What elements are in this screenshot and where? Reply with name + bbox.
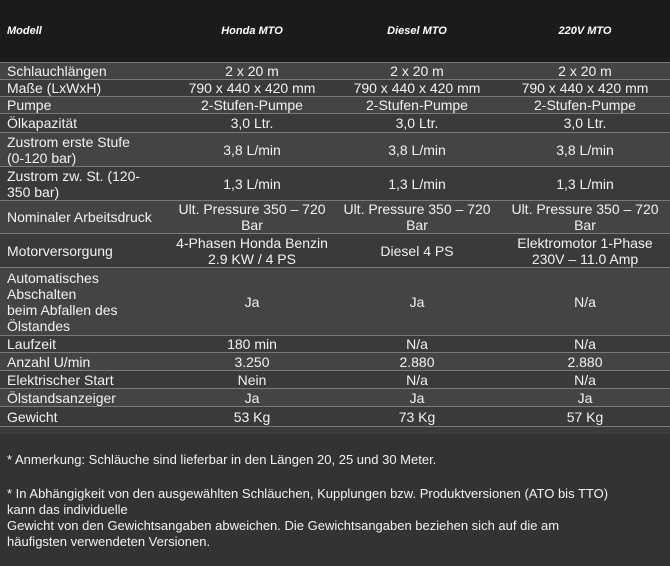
cell-line: N/a — [574, 293, 596, 310]
cell-220v — [500, 133, 670, 167]
cell-line: Ja — [409, 293, 425, 310]
row-label — [0, 80, 170, 97]
cell-220v — [500, 371, 670, 389]
cell-line: Elektrischer Start — [7, 371, 114, 388]
cell-line: Elektromotor 1-Phase — [517, 234, 653, 251]
cell-line: 790 x 440 x 420 mm — [521, 80, 649, 96]
cell-line: Ult. Pressure 350 – 720 — [343, 201, 491, 217]
cell-honda — [170, 201, 334, 234]
cell-line: Laufzeit — [7, 336, 57, 352]
cell-220v — [500, 268, 670, 336]
table-row — [0, 268, 670, 336]
note-weight-line: Gewicht von den Gewichtsangaben abweichen. Die Gewichtsangaben beziehen sich auf die am — [7, 518, 560, 533]
cell-220v — [500, 234, 670, 268]
cell-line: (0-120 bar) — [7, 149, 77, 166]
cell-220v — [500, 80, 670, 97]
cell-line: Ja — [244, 293, 260, 310]
cell-line: beim Abfallen des — [7, 301, 118, 318]
cell-honda — [170, 97, 334, 114]
table-row — [0, 80, 670, 97]
cell-honda — [170, 114, 334, 133]
cell-honda — [170, 389, 334, 407]
cell-line: 57 Kg — [566, 408, 604, 425]
cell-honda — [170, 268, 334, 336]
header-model-diesel: Diesel MTO — [334, 0, 500, 63]
cell-line: 2 x 20 m — [390, 63, 444, 79]
cell-honda — [170, 133, 334, 167]
cell-diesel — [334, 97, 500, 114]
row-label — [0, 97, 170, 114]
cell-220v — [500, 336, 670, 353]
cell-diesel — [334, 371, 500, 389]
cell-line: 3,0 Ltr. — [230, 115, 274, 131]
cell-line: N/a — [574, 371, 596, 388]
cell-line: Diesel 4 PS — [380, 242, 454, 259]
cell-honda — [170, 407, 334, 427]
cell-line: 2.880 — [399, 353, 435, 370]
cell-diesel — [334, 407, 500, 427]
cell-line: 3.250 — [234, 353, 270, 370]
cell-line: 2-Stufen-Pumpe — [366, 97, 468, 113]
cell-line: Motorversorgung — [7, 242, 113, 259]
table-row — [0, 97, 670, 114]
cell-line: 790 x 440 x 420 mm — [188, 80, 316, 96]
table-row — [0, 201, 670, 234]
cell-line: Zustrom zw. St. (120- — [7, 167, 141, 184]
cell-220v — [500, 201, 670, 234]
cell-line: 3,0 Ltr. — [563, 115, 607, 131]
row-label — [0, 63, 170, 80]
row-label — [0, 353, 170, 371]
cell-diesel — [334, 234, 500, 268]
cell-220v — [500, 389, 670, 407]
cell-diesel — [334, 201, 500, 234]
cell-line: Ja — [244, 389, 260, 406]
cell-line: 3,0 Ltr. — [395, 115, 439, 131]
cell-honda — [170, 167, 334, 201]
cell-line: Ult. Pressure 350 – 720 — [178, 201, 326, 217]
cell-line: 3,8 L/min — [223, 141, 281, 158]
cell-line: Zustrom erste Stufe — [7, 133, 130, 150]
table-row — [0, 167, 670, 201]
table-row — [0, 336, 670, 353]
cell-diesel — [334, 353, 500, 371]
table-row — [0, 371, 670, 389]
table-row — [0, 407, 670, 427]
note-weight-line: häufigsten verwendeten Versionen. — [7, 534, 211, 549]
header-label: Modell — [0, 0, 170, 63]
cell-line: 1,3 L/min — [388, 175, 446, 192]
cell-line: Bar — [406, 217, 428, 233]
cell-line: 3,8 L/min — [556, 141, 614, 158]
cell-line: Ölstandsanzeiger — [7, 389, 116, 406]
table-row — [0, 353, 670, 371]
note-weight-variance — [0, 486, 670, 550]
note-weight-line: kann das individuelle — [7, 502, 128, 517]
cell-line: Nein — [237, 371, 267, 388]
cell-diesel — [334, 133, 500, 167]
cell-honda — [170, 234, 334, 268]
cell-line: Ja — [577, 389, 593, 406]
cell-220v — [500, 97, 670, 114]
cell-line: 790 x 440 x 420 mm — [353, 80, 481, 96]
cell-line: Ölstandes — [7, 317, 71, 334]
cell-220v — [500, 114, 670, 133]
cell-line: 230V – 11.0 Amp — [531, 250, 639, 267]
table-row — [0, 114, 670, 133]
table-row — [0, 63, 670, 80]
cell-diesel — [334, 80, 500, 97]
row-label — [0, 407, 170, 427]
cell-line: N/a — [406, 336, 428, 352]
cell-line: Ja — [409, 389, 425, 406]
row-label — [0, 389, 170, 407]
cell-220v — [500, 407, 670, 427]
cell-line: 2 x 20 m — [558, 63, 612, 79]
note-hose-lengths: * Anmerkung: Schläuche sind lieferbar in den Längen 20, 25 und 30 Meter. — [7, 452, 437, 467]
row-label — [0, 268, 170, 336]
header-model-honda: Honda MTO — [170, 0, 334, 63]
cell-line: 2.9 KW / 4 PS — [208, 250, 296, 267]
cell-line: 2 x 20 m — [225, 63, 279, 79]
cell-diesel — [334, 63, 500, 80]
header-row — [0, 0, 670, 63]
cell-line: Automatisches — [7, 269, 99, 286]
table-row — [0, 133, 670, 167]
cell-line: 180 min — [227, 336, 277, 352]
cell-honda — [170, 63, 334, 80]
cell-line: Gewicht — [7, 408, 58, 425]
cell-220v — [500, 167, 670, 201]
cell-line: 1,3 L/min — [556, 175, 614, 192]
cell-line: 73 Kg — [398, 408, 436, 425]
cell-line: 2-Stufen-Pumpe — [534, 97, 636, 113]
cell-line: Bar — [574, 217, 596, 233]
cell-line: 2.880 — [567, 353, 603, 370]
cell-line: Ölkapazität — [7, 115, 78, 131]
cell-220v — [500, 353, 670, 371]
cell-line: Nominaler Arbeitsdruck — [7, 209, 152, 225]
row-label — [0, 133, 170, 167]
cell-line: 4-Phasen Honda Benzin — [176, 234, 328, 251]
cell-honda — [170, 353, 334, 371]
cell-line: Schlauchlängen — [7, 63, 107, 79]
cell-line: Pumpe — [7, 97, 52, 113]
table-row — [0, 234, 670, 268]
cell-line: Ult. Pressure 350 – 720 — [511, 201, 659, 217]
row-label — [0, 336, 170, 353]
cell-diesel — [334, 268, 500, 336]
cell-line: 2-Stufen-Pumpe — [201, 97, 303, 113]
cell-diesel — [334, 336, 500, 353]
cell-line: N/a — [574, 336, 596, 352]
cell-line: Abschalten — [7, 285, 77, 302]
cell-honda — [170, 80, 334, 97]
note-weight-line: * In Abhängigkeit von den ausgewählten Schläuchen, Kupplungen bzw. Produktversionen (ATO bis TTO) — [7, 486, 609, 501]
cell-line: 1,3 L/min — [223, 175, 281, 192]
row-label — [0, 167, 170, 201]
row-label — [0, 234, 170, 268]
cell-honda — [170, 371, 334, 389]
cell-diesel — [334, 389, 500, 407]
cell-line: Anzahl U/min — [7, 353, 91, 370]
notes-section — [0, 434, 670, 566]
cell-line: Maße (LxWxH) — [7, 80, 102, 96]
cell-line: 350 bar) — [7, 183, 60, 200]
cell-diesel — [334, 114, 500, 133]
row-label — [0, 371, 170, 389]
row-label — [0, 114, 170, 133]
cell-line: 53 Kg — [233, 408, 271, 425]
cell-line: Bar — [241, 217, 263, 233]
cell-220v — [500, 63, 670, 80]
cell-honda — [170, 336, 334, 353]
cell-line: N/a — [406, 371, 428, 388]
cell-line: 3,8 L/min — [388, 141, 446, 158]
table-row — [0, 389, 670, 407]
cell-diesel — [334, 167, 500, 201]
row-label — [0, 201, 170, 234]
header-model-220v: 220V MTO — [500, 0, 670, 63]
